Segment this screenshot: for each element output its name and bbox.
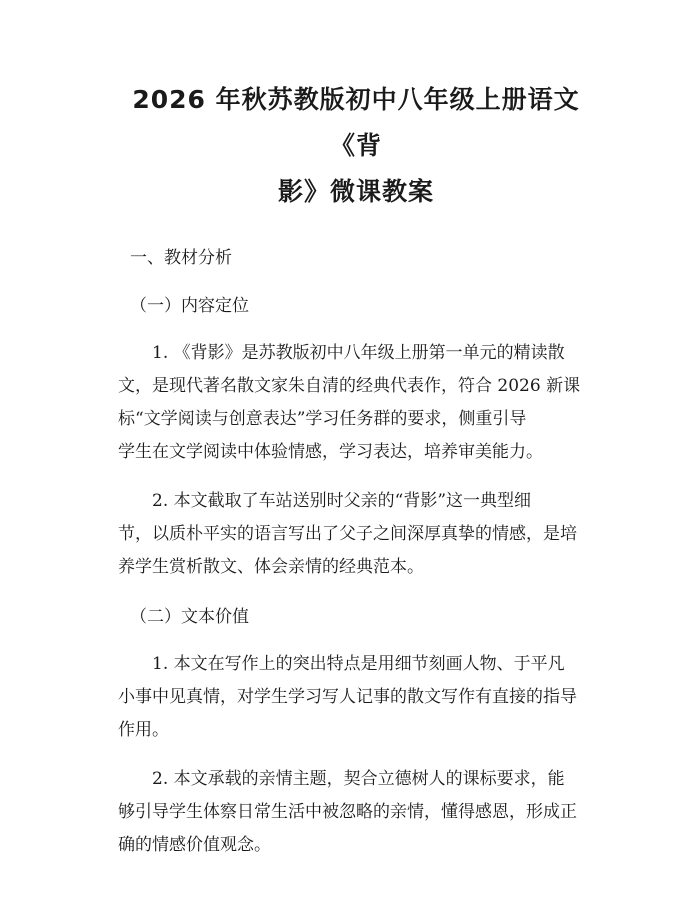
paragraph-line: 文，是现代著名散文家朱自清的经典代表作，符合 2026 新课 — [118, 376, 581, 396]
paragraph-line: 养学生赏析散文、体会亲情的经典范本。 — [118, 557, 424, 577]
subsection-heading-content-positioning: （一）内容定位 — [130, 296, 249, 316]
paragraph-line: 确的情感价值观念。 — [118, 835, 271, 855]
paragraph-line: 够引导学生体察日常生活中被忽略的亲情，懂得感恩，形成正 — [118, 802, 577, 822]
title-line: 影》微课教案 — [277, 177, 434, 206]
paragraph-line: 小事中见真情，对学生学习写人记事的散文写作有直接的指导 — [118, 687, 577, 707]
paragraph-line: 作用。 — [118, 720, 169, 740]
paragraph-content-positioning-2 — [118, 485, 594, 584]
paragraph-text-value-2 — [118, 763, 594, 862]
section-heading-teaching-material-analysis: 一、教材分析 — [130, 248, 232, 268]
subsection-heading-text-value: （二）文本价值 — [130, 607, 249, 627]
paragraph-line: 标“文学阅读与创意表达”学习任务群的要求，侧重引导 — [118, 409, 527, 429]
paragraph-line: 1. 本文在写作上的突出特点是用细节刻画人物、于平凡 — [152, 654, 565, 674]
title-line: 2026 年秋苏教版初中八年级上册语文《背 — [132, 85, 580, 160]
document-title — [118, 77, 594, 215]
paragraph-line: 2. 本文截取了车站送别时父亲的“背影”这一典型细 — [152, 491, 532, 511]
paragraph-line: 节，以质朴平实的语言写出了父子之间深厚真挚的情感，是培 — [118, 524, 577, 544]
paragraph-text-value-1 — [118, 648, 594, 747]
paragraph-content-positioning-1 — [118, 337, 594, 469]
paragraph-line: 学生在文学阅读中体验情感，学习表达，培养审美能力。 — [118, 442, 543, 462]
paragraph-line: 1. 《背影》是苏教版初中八年级上册第一单元的精读散 — [152, 343, 565, 363]
paragraph-line: 2. 本文承载的亲情主题，契合立德树人的课标要求，能 — [152, 769, 565, 789]
